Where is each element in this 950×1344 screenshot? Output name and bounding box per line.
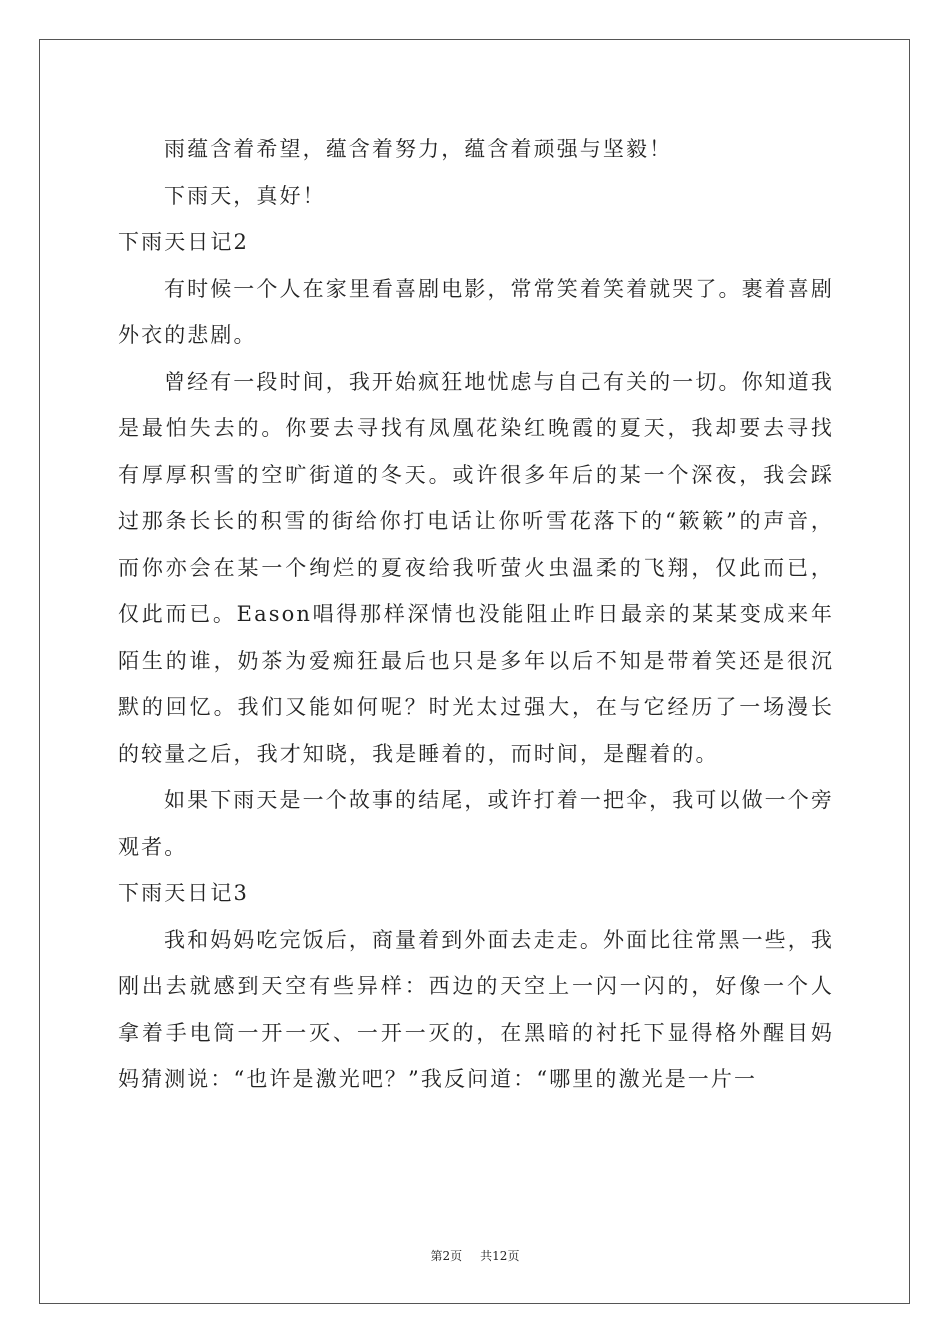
paragraph: 如果下雨天是一个故事的结尾，或许打着一把伞，我可以做一个旁观者。 xyxy=(118,788,834,859)
paragraph: 我和妈妈吃完饭后，商量着到外面去走走。外面比往常黑一些，我刚出去就感到天空有些异样：西边的天空上一闪一闪的，好像一个人拿着手电筒一开一灭、一开一灭的，在黑暗的衬托下显得格外醒目妈妈猜测说：“也许是激光吧？”我反问道：“哪里的激光是一片一 xyxy=(118,927,834,1091)
section-heading: 下雨天日记2 xyxy=(118,230,249,254)
paragraph: 下雨天，真好！ xyxy=(164,183,326,208)
paragraph: 曾经有一段时间，我开始疯狂地忧虑与自己有关的一切。你知道我是最怕失去的。你要去寻找有凤凰花染红晚霞的夏天，我却要去寻找有厚厚积雪的空旷街道的冬天。或许很多年后的某一个深夜，我会踩过那条长长的积雪的街给你打电话让你听雪花落下的“簌簌”的声音，而你亦会在某一个绚烂的夏夜给我听萤火虫温柔的飞翔，仅此而已，仅此而已。Eason唱得那样深情也没能阻止昨日最亲的某某变成来年陌生的谁，奶茶为爱痴狂最后也只是多年以后不知是带着笑还是很沉默的回忆。我们又能如何呢？时光太过强大，在与它经历了一场漫长的较量之后，我才知晓，我是睡着的，而时间，是醒着的。 xyxy=(118,369,834,766)
paragraph: 有时候一个人在家里看喜剧电影，常常笑着笑着就哭了。裹着喜剧外衣的悲剧。 xyxy=(118,276,834,347)
page-footer xyxy=(0,1247,950,1264)
section-heading: 下雨天日记3 xyxy=(118,881,249,905)
page-total: 共12页 xyxy=(480,1249,520,1263)
page-number: 第2页 xyxy=(430,1249,463,1263)
paragraph: 雨蕴含着希望，蕴含着努力，蕴含着顽强与坚毅！ xyxy=(164,137,673,161)
document-body xyxy=(118,126,834,1103)
